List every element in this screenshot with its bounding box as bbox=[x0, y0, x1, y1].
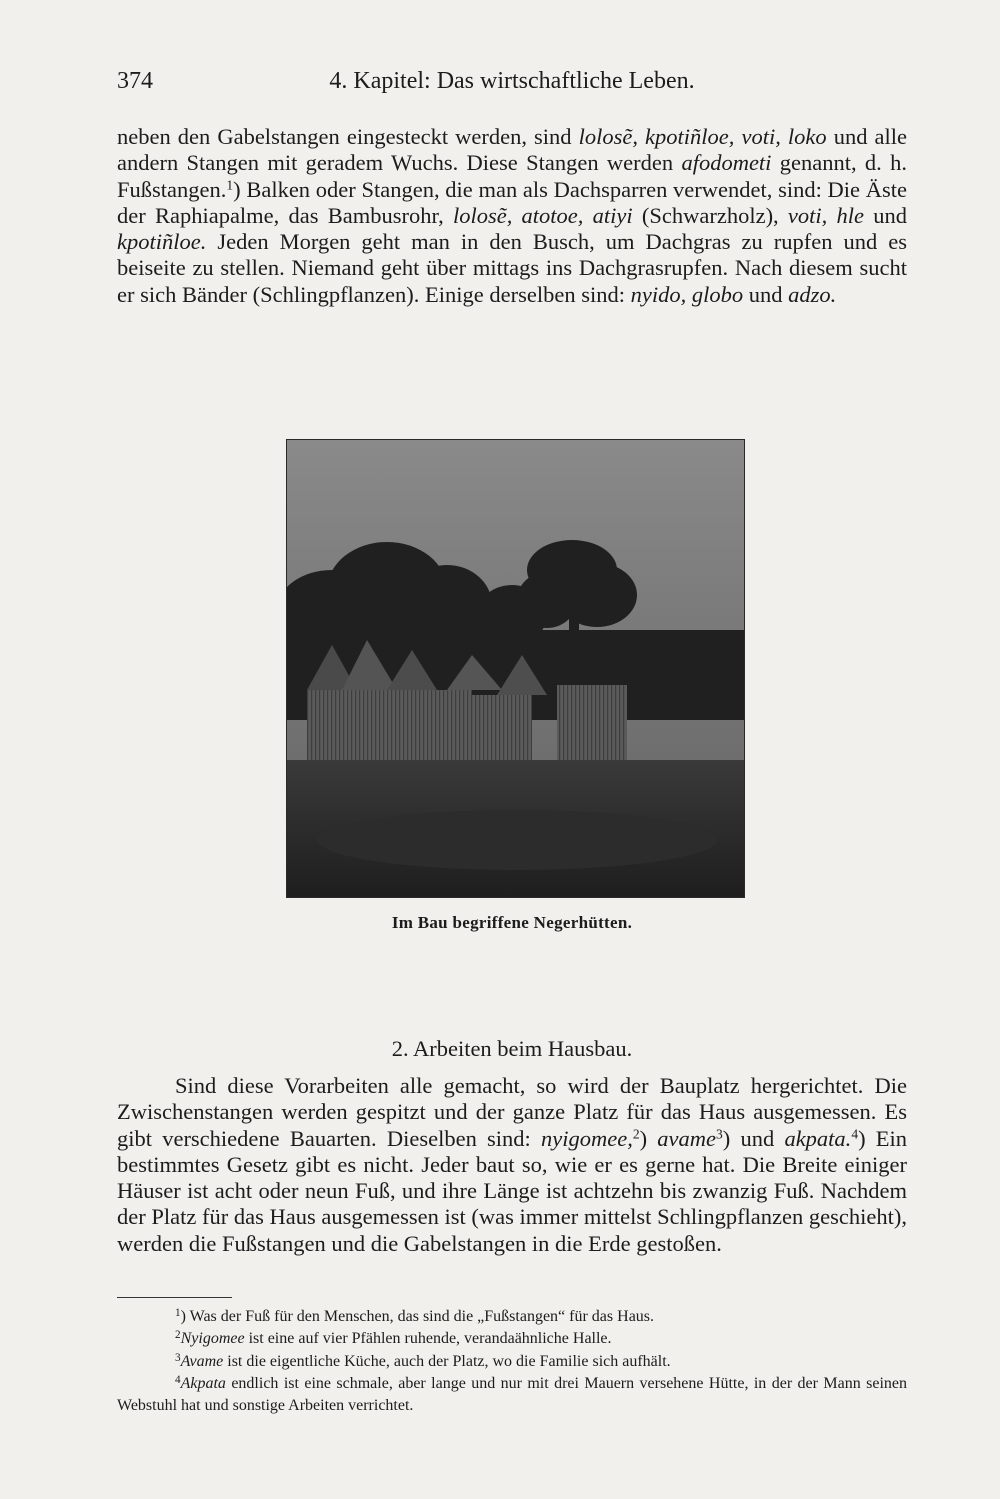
footnote-mark: 2 bbox=[175, 1329, 181, 1342]
text-run: und alle andern Stangen mit geradem Wuchs. Diese Stangen werden bbox=[117, 124, 907, 176]
text-run: neben den Gabelstangen eingesteckt werden, sind bbox=[117, 124, 579, 149]
footnote-4 bbox=[117, 1373, 907, 1418]
footnote-2 bbox=[117, 1328, 907, 1350]
photo-huts bbox=[286, 439, 745, 898]
text-run: Jeden Morgen geht man in den Busch, um Dachgras zu rupfen und es beiseite zu stellen. Niemand geht über mittags ins Dachgrasrupfen. Nach diesem sucht er sich Bänder (Schlingpflanzen). Einige derselben sind: bbox=[117, 229, 907, 307]
text-run: genannt, d. h. Fußstangen. bbox=[117, 150, 907, 202]
footnote-mark: 4 bbox=[175, 1373, 181, 1386]
footnote-ref-3: 3 bbox=[716, 1126, 723, 1142]
footnote-3 bbox=[117, 1351, 907, 1373]
footnote-ref-4: 4 bbox=[851, 1126, 859, 1142]
running-head: 4. Kapitel: Das wirtschaftliche Leben. bbox=[329, 68, 695, 94]
photo-illustration bbox=[287, 440, 744, 897]
footnote-divider bbox=[117, 1297, 232, 1298]
footnote-text: ) Was der Fuß für den Menschen, das sind die „Fußstangen“ für das Haus. bbox=[180, 1308, 655, 1325]
page-header bbox=[117, 68, 907, 102]
italic-term: lolosẽ, kpotiñloe, voti, loko bbox=[578, 124, 827, 149]
italic-term: lolosẽ, atotoe, atiyi bbox=[452, 202, 633, 228]
italic-term: adzo. bbox=[788, 281, 837, 307]
paragraph-1 bbox=[117, 124, 907, 308]
italic-term: voti, hle bbox=[787, 202, 865, 228]
italic-term: nyigomee, bbox=[541, 1125, 633, 1151]
footnote-text: ist die eigentliche Küche, auch der Platz, wo die Familie sich aufhält. bbox=[223, 1352, 671, 1370]
footnote-mark: 1 bbox=[175, 1306, 181, 1319]
footnote-ref-1: 1 bbox=[226, 177, 234, 193]
text-run: ) Balken oder Stangen, die man als Dachsparren verwendet, sind: Die Äste der Raphiapalme, das Bambusrohr, bbox=[117, 176, 907, 228]
footnote-text: ist eine auf vier Pfählen ruhende, verandaähnliche Halle. bbox=[244, 1330, 612, 1348]
section-heading: 2. Arbeiten beim Hausbau. bbox=[391, 1036, 633, 1061]
footnote-mark: 3 bbox=[175, 1351, 181, 1364]
footnote-term: Avame bbox=[180, 1352, 224, 1370]
footnote-ref-2: 2 bbox=[632, 1126, 640, 1142]
italic-term: avame bbox=[657, 1125, 717, 1151]
footnotes bbox=[117, 1306, 907, 1417]
paragraph-2 bbox=[117, 1073, 907, 1257]
text-run: Sind diese Vorarbeiten alle gemacht, so wird der Bauplatz hergerichtet. Die Zwischenstangen werden gespitzt und der ganze Platz für das Haus ausgemessen. Es gibt verschiedene Bauarten. Dieselben sind: bbox=[117, 1073, 907, 1151]
text-run: (Schwarzholz), bbox=[632, 202, 788, 228]
italic-term: afodometi bbox=[681, 150, 772, 176]
text-run: und bbox=[864, 202, 907, 228]
footnote-text: endlich ist eine schmale, aber lange und nur mit drei Mauern versehene Hütte, in der der Mann seinen Webstuhl hat und sonstige Arbeiten verrichtet. bbox=[117, 1374, 907, 1415]
text-run: ) Ein bestimmtes Gesetz gibt es nicht. Jeder baut so, wie er es gerne hat. Die Breite einiger Häuser ist acht oder neun Fuß, und ihre Länge ist achtzehn bis zwanzig Fuß. Nachdem der Platz für das Haus ausgemessen ist (was immer mittelst Schlingpflanzen geschieht), werden die Fußstangen und die Gabelstangen in die Erde gestoßen. bbox=[117, 1125, 907, 1256]
italic-term: akpata. bbox=[784, 1125, 852, 1151]
italic-term: nyido, globo bbox=[630, 281, 744, 307]
footnote-1 bbox=[117, 1306, 907, 1328]
italic-term: kpotiñloe. bbox=[117, 229, 207, 255]
text-run: ) bbox=[639, 1125, 658, 1151]
footnote-term: Akpata bbox=[180, 1374, 226, 1392]
footnote-term: Nyigomee bbox=[180, 1330, 245, 1348]
text-run: und bbox=[743, 281, 789, 307]
figure-caption: Im Bau begriffene Negerhütten. bbox=[391, 913, 633, 932]
text-run: ) und bbox=[722, 1125, 785, 1151]
page-number: 374 bbox=[117, 68, 153, 94]
